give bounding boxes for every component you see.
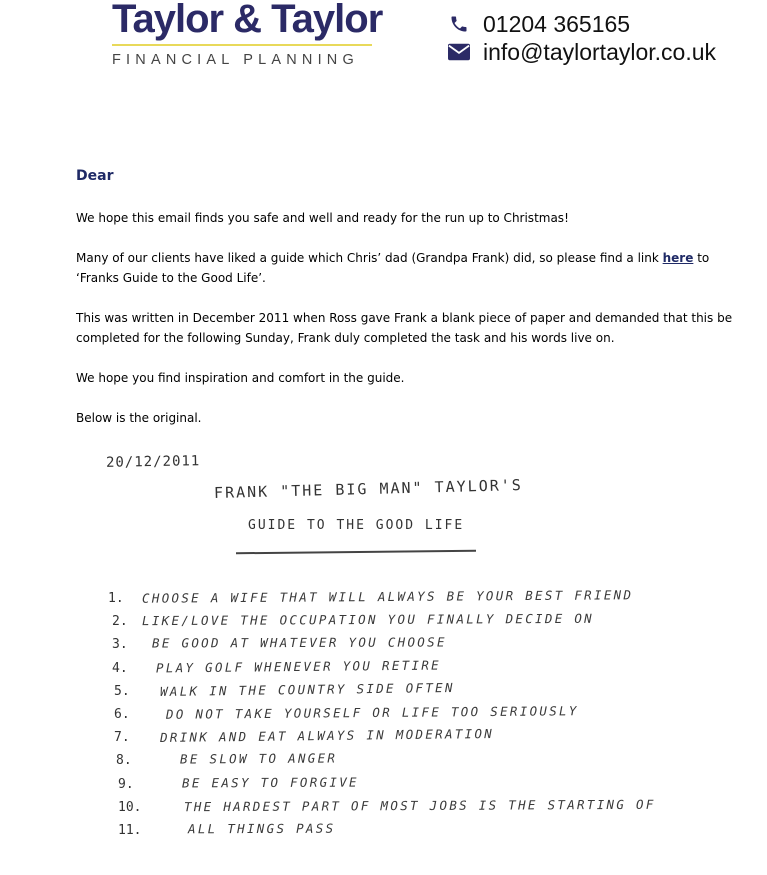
- rule-text: THE HARDEST PART OF MOST JOBS IS THE STARTING OF: [183, 796, 656, 814]
- note-title: FRANK "THE BIG MAN" TAYLOR'S: [213, 475, 524, 503]
- rule-number: 7.: [114, 730, 130, 746]
- rule-text: LIKE/LOVE THE OCCUPATION YOU FINALLY DECIDE ON: [141, 611, 595, 629]
- greeting: Dear: [76, 168, 114, 184]
- brand-divider: [112, 44, 372, 46]
- phone-icon: [448, 13, 470, 35]
- rule-text: PLAY GOLF WHENEVER YOU RETIRE: [155, 657, 442, 676]
- rule-item: [96, 634, 746, 657]
- rule-number: 4.: [112, 660, 128, 676]
- rule-text: BE GOOD AT WHATEVER YOU CHOOSE: [151, 634, 447, 651]
- rule-item: [96, 820, 746, 843]
- rule-text: CHOOSE A WIFE THAT WILL ALWAYS BE YOUR BEST FRIEND: [141, 587, 634, 606]
- paragraph-text: Many of our clients have liked a guide which Chris’ dad (Grandpa Frank) did, so please find a link: [76, 251, 663, 265]
- rule-number: 2.: [112, 614, 128, 630]
- rule-text: BE SLOW TO ANGER: [179, 750, 338, 767]
- brand-subtitle: FINANCIAL PLANNING: [112, 52, 359, 68]
- paragraph-inspiration: We hope you find inspiration and comfort in the guide.: [76, 371, 405, 385]
- note-underline: [236, 550, 476, 555]
- paragraph-text: to ‘Franks Guide to the Good Life’.: [76, 251, 710, 285]
- rule-number: 3.: [112, 637, 128, 653]
- note-subtitle: GUIDE TO THE GOOD LIFE: [248, 518, 465, 533]
- rule-item: [96, 611, 746, 634]
- phone-number[interactable]: 01204 365165: [483, 10, 631, 37]
- rule-number: 9.: [118, 776, 134, 792]
- rule-item: [96, 750, 746, 773]
- handwritten-note-image: [96, 448, 746, 875]
- rule-text: WALK IN THE COUNTRY SIDE OFTEN: [159, 679, 455, 699]
- email-body: [76, 166, 736, 428]
- rule-text: DRINK AND EAT ALWAYS IN MODERATION: [159, 726, 495, 746]
- rule-item: [96, 704, 746, 727]
- paragraph-history: This was written in December 2011 when Ross gave Frank a blank piece of paper and demanded that this be completed for the following Sunday, Frank duly completed the task and his words live on.: [76, 311, 733, 345]
- rule-number: 11.: [118, 822, 142, 838]
- rule-number: 10.: [118, 799, 142, 815]
- rule-item: [96, 727, 746, 750]
- brand-name: Taylor & Taylor: [112, 0, 383, 41]
- rule-number: 6.: [114, 706, 130, 722]
- rule-item: [96, 681, 746, 704]
- note-date: 20/12/2011: [105, 453, 201, 471]
- paragraph-intro: We hope this email finds you safe and well and ready for the run up to Christmas!: [76, 211, 569, 225]
- rule-item: [96, 658, 746, 681]
- paragraph-original: Below is the original.: [76, 411, 202, 425]
- rule-item: [96, 588, 746, 611]
- guide-link[interactable]: here: [662, 251, 694, 265]
- rule-item: [96, 797, 746, 820]
- rules-list: [96, 588, 746, 843]
- rule-number: 8.: [116, 753, 132, 769]
- rule-number: 5.: [114, 683, 130, 699]
- paragraph-guide-link: [76, 248, 736, 288]
- rule-text: ALL THINGS PASS: [187, 820, 336, 837]
- contact-phone-row: [448, 10, 716, 38]
- rule-number: 1.: [108, 591, 124, 606]
- contact-block: [448, 10, 716, 66]
- rule-item: [96, 774, 746, 797]
- envelope-icon: [448, 41, 470, 63]
- brand-logo: [112, 0, 383, 68]
- email-address[interactable]: info@taylortaylor.co.uk: [483, 38, 717, 65]
- rule-text: DO NOT TAKE YOURSELF OR LIFE TOO SERIOUSLY: [165, 703, 579, 722]
- contact-email-row: [448, 38, 716, 66]
- rule-text: BE EASY TO FORGIVE: [181, 774, 359, 790]
